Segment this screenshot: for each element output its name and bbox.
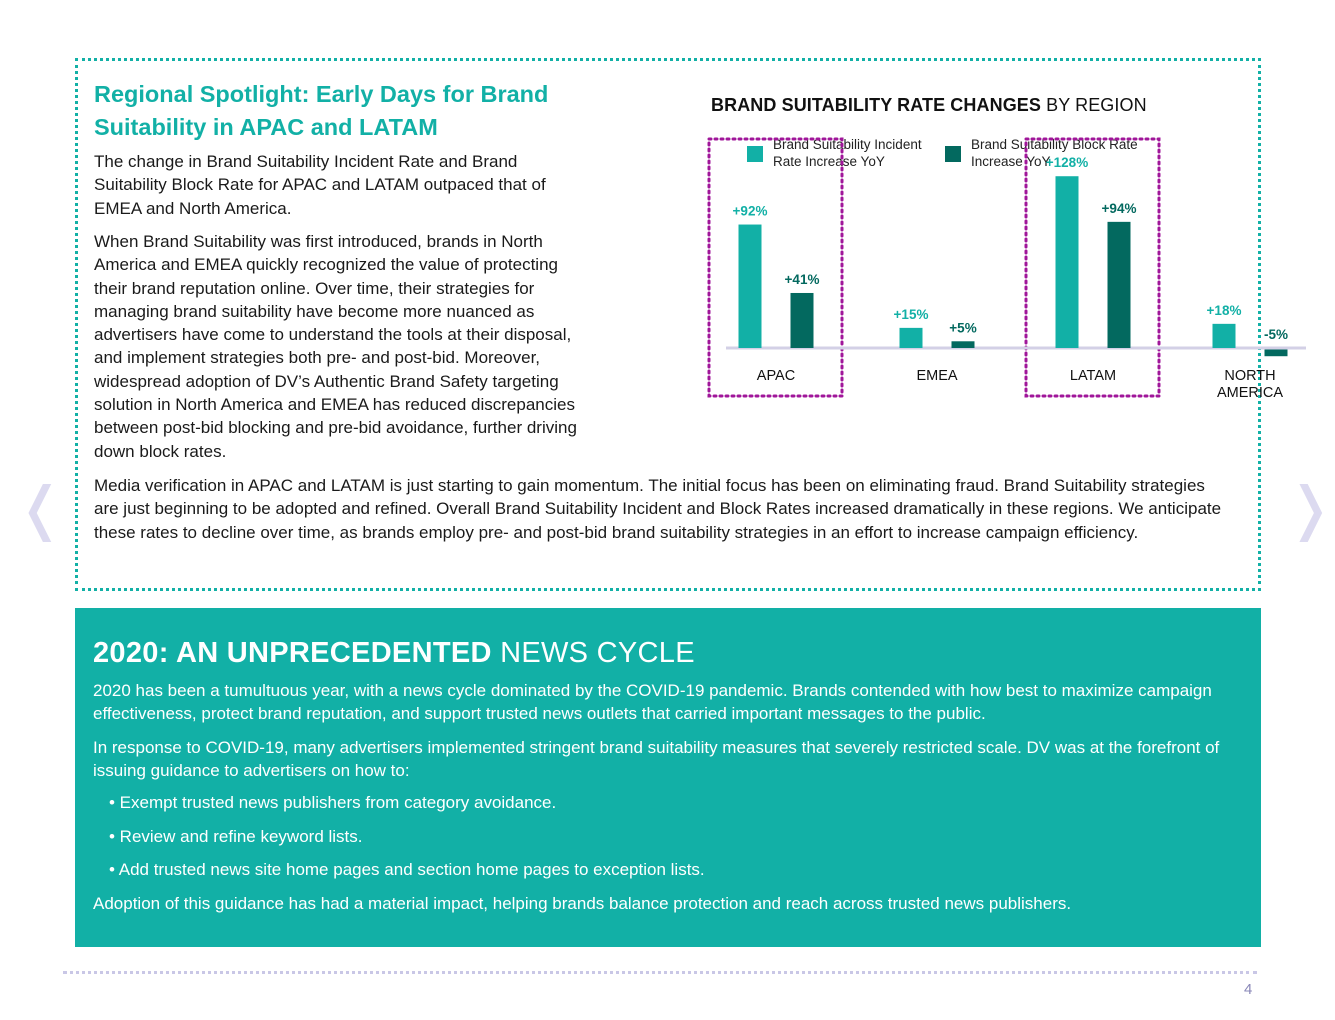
data-label-block-apac: +41%: [784, 271, 820, 287]
highlight-box-apac: [709, 139, 842, 396]
spotlight-paragraph-3: Media verification in APAC and LATAM is just starting to gain momentum. The initial focus has been on eliminating fraud. Brand Suitability strategies are just beginning to be adopted and refined. Overall Brand Suitability Incident and Block Rates increased dramatically in these regions. We anticipate these rates to decline over time, as brands employ pre- and post-bid brand suitability strategies in an effort to increase campaign efficiency.: [94, 476, 1222, 542]
legend-item-incident: [747, 136, 947, 172]
spotlight-title: Regional Spotlight: Early Days for Brand Suitability in APAC and LATAM: [94, 81, 549, 140]
page-number: 4: [1244, 981, 1253, 998]
news-title-bold: 2020: AN UNPRECEDENTED: [93, 637, 492, 669]
bar-incident-north-america: [1213, 324, 1236, 348]
bar-block-latam: [1108, 222, 1131, 348]
bar-incident-emea: [900, 328, 923, 348]
data-label-block-north-america: -5%: [1263, 327, 1289, 342]
data-label-incident-apac: +92%: [732, 203, 768, 219]
news-title: [93, 635, 695, 671]
bar-block-north-america: [1265, 350, 1288, 357]
bar-incident-apac: [739, 225, 762, 348]
list-item: • Review and refine keyword lists.: [109, 826, 363, 846]
tick-label-north-america: NORTH: [1224, 368, 1276, 384]
bar-chart: [618, 155, 1289, 471]
bar-incident-latam: [1056, 176, 1079, 348]
tick-label-north-america-line-2: AMERICA: [1216, 385, 1284, 401]
news-paragraph-1: 2020 has been a tumultuous year, with a news cycle dominated by the COVID-19 pandemic. Brands contended with how best to maximize campaign effectiveness, protect brand reputation, and support trusted news outlets that carried important messages to the public.: [93, 681, 1212, 724]
news-title-light: NEWS CYCLE: [491, 637, 695, 669]
legend-label-block: Brand Suitability Block Rate Increase YoY: [971, 137, 1138, 169]
bar-block-emea: [952, 341, 975, 348]
list-item: • Add trusted news site home pages and section home pages to exception lists.: [109, 860, 705, 879]
chevron-right-icon[interactable]: ❭: [1286, 474, 1335, 542]
chart-title-rest: BY REGION: [1041, 95, 1147, 115]
highlight-box-latam: [1026, 139, 1159, 396]
data-label-block-emea: +5%: [949, 320, 977, 336]
news-cycle-section: [75, 608, 1261, 947]
data-label-block-latam: +94%: [1101, 200, 1137, 216]
chart-title: [711, 95, 1147, 116]
news-paragraph-2: In response to COVID-19, many advertisers implemented stringent brand suitability measures that severely restricted scale. DV was at the forefront of issuing guidance to advertisers on how to:: [93, 738, 1220, 781]
legend-swatch-block: [945, 146, 961, 162]
tick-label-emea: EMEA: [916, 368, 958, 384]
tick-label-apac: APAC: [756, 368, 796, 384]
data-label-incident-emea: +15%: [893, 306, 929, 322]
tick-label-latam: LATAM: [1069, 368, 1117, 384]
legend-label-incident: Brand Suitability Incident Rate Increase YoY: [773, 137, 922, 169]
list-item: • Exempt trusted news publishers from category avoidance.: [109, 793, 557, 812]
guidance-list: [109, 793, 705, 894]
data-label-incident-north-america: +18%: [1206, 302, 1242, 318]
regional-spotlight-box: [75, 58, 1289, 591]
footer-divider: [63, 971, 1257, 974]
chevron-left-icon[interactable]: ❬: [16, 474, 65, 542]
news-paragraph-3: Adoption of this guidance has had a material impact, helping brands balance protection and reach across trusted news publishers.: [93, 894, 1072, 913]
spotlight-paragraph-2: When Brand Suitability was first introduced, brands in North America and EMEA quickly recognized the value of protecting their brand reputation online. Over time, their strategies for managing brand suitability have become more nuanced as advertisers have come to understand the tools at their disposal, and implement strategies both pre- and post-bid. Moreover, widespread adoption of DV’s Authentic Brand Safety targeting solution in North America and EMEA has reduced discrepancies between post-bid blocking and pre-bid avoidance, further driving down block rates.: [94, 232, 577, 461]
chart-title-bold: BRAND SUITABILITY RATE CHANGES: [711, 95, 1042, 115]
legend-swatch-incident: [747, 146, 763, 162]
bar-block-apac: [791, 293, 814, 348]
spotlight-paragraph-1: The change in Brand Suitability Incident Rate and Brand Suitability Block Rate for APAC and LATAM outpaced that of EMEA and North America.: [94, 152, 546, 218]
data-label-incident-latam: +128%: [1045, 155, 1089, 171]
